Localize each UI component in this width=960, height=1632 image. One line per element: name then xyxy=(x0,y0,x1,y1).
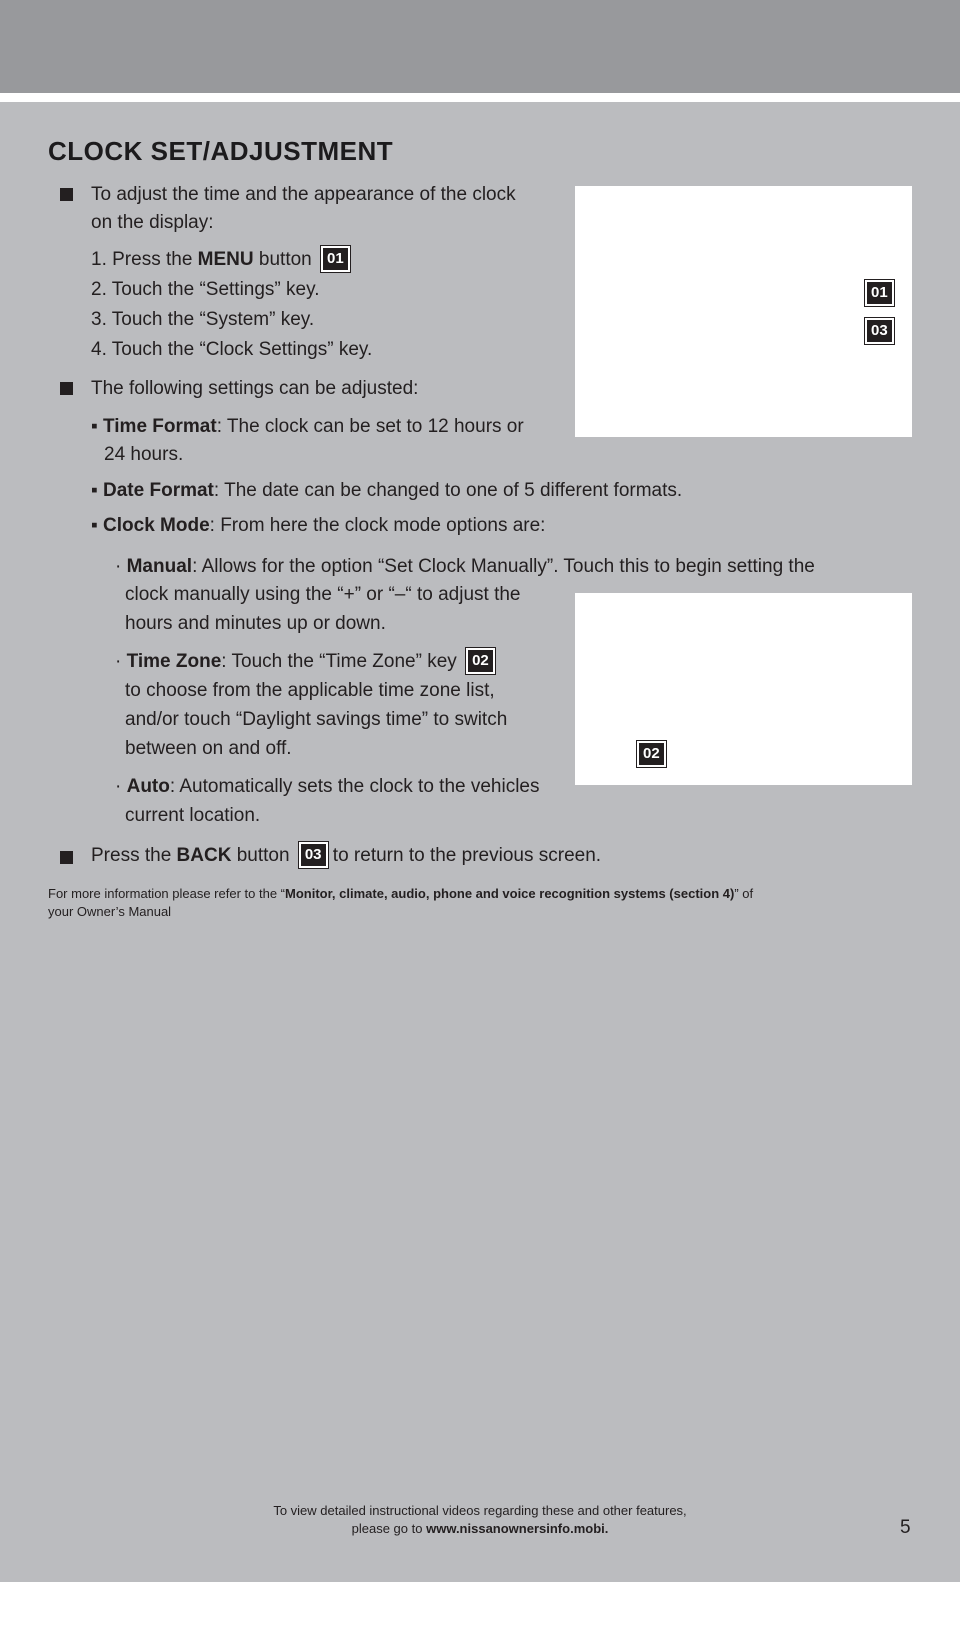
back-label: BACK xyxy=(176,845,232,866)
header-band xyxy=(0,0,960,93)
time-zone-item-3: and/or touch “Daylight savings time” to switch xyxy=(125,709,508,730)
footer-band xyxy=(0,1582,960,1632)
callout-badge-01: 01 xyxy=(865,280,894,306)
time-format-item-2: 24 hours. xyxy=(104,444,184,465)
manual-item: · Manual: Allows for the option “Set Clock Manually”. Touch this to begin setting the xyxy=(115,556,815,577)
back-text: Press the BACK button 03 to return to the previous screen. xyxy=(91,842,601,869)
callout-badge-02: 02 xyxy=(637,741,666,767)
page-title: CLOCK SET/ADJUSTMENT xyxy=(48,136,394,166)
clock-mode-item: ▪ Clock Mode: From here the clock mode options are: xyxy=(91,515,546,536)
bottom-note-2: please go to www.nissanownersinfo.mobi. xyxy=(351,1521,609,1536)
manual-item-3: hours and minutes up or down. xyxy=(125,613,386,634)
step-4: 4. Touch the “Clock Settings” key. xyxy=(91,339,373,360)
auto-item: · Auto: Automatically sets the clock to the vehicles xyxy=(115,776,540,797)
intro-text-2: on the display: xyxy=(91,212,214,233)
time-zone-item: · Time Zone: Touch the “Time Zone” key 02 xyxy=(115,648,495,675)
header-divider xyxy=(0,93,960,102)
screen-image-1 xyxy=(575,186,912,437)
website-link[interactable]: www.nissanownersinfo.mobi. xyxy=(426,1521,609,1536)
intro-text: To adjust the time and the appearance of the clock xyxy=(91,184,516,205)
menu-label: MENU xyxy=(197,249,254,270)
time-format-item: ▪ Time Format: The clock can be set to 12 hours or xyxy=(91,416,524,437)
bullet-icon xyxy=(60,851,73,864)
step-1: 1. Press the MENU button 01 xyxy=(91,246,350,273)
bullet-icon xyxy=(60,188,73,201)
callout-badge-03: 03 xyxy=(865,318,894,344)
screen-image-2 xyxy=(575,593,912,785)
date-format-item: ▪ Date Format: The date can be changed to one of 5 different formats. xyxy=(91,480,683,501)
following-text: The following settings can be adjusted: xyxy=(91,378,419,399)
footnote: For more information please refer to the “Monitor, climate, audio, phone and voice recognition systems (section 4)” of your Owner’s Manual xyxy=(48,886,754,919)
callout-badge-01: 01 xyxy=(321,246,350,272)
step-2: 2. Touch the “Settings” key. xyxy=(91,279,320,300)
manual-item-2: clock manually using the “+” or “–“ to adjust the xyxy=(125,584,521,605)
bullet-icon xyxy=(60,382,73,395)
callout-badge-02: 02 xyxy=(466,648,495,674)
step-3: 3. Touch the “System” key. xyxy=(91,309,315,330)
time-zone-item-4: between on and off. xyxy=(125,738,292,759)
auto-item-2: current location. xyxy=(125,805,261,826)
time-zone-item-2: to choose from the applicable time zone list, xyxy=(125,680,495,701)
page-number: 5 xyxy=(900,1517,911,1538)
bottom-note-1: To view detailed instructional videos regarding these and other features, xyxy=(273,1503,687,1518)
callout-badge-03: 03 xyxy=(299,842,328,868)
